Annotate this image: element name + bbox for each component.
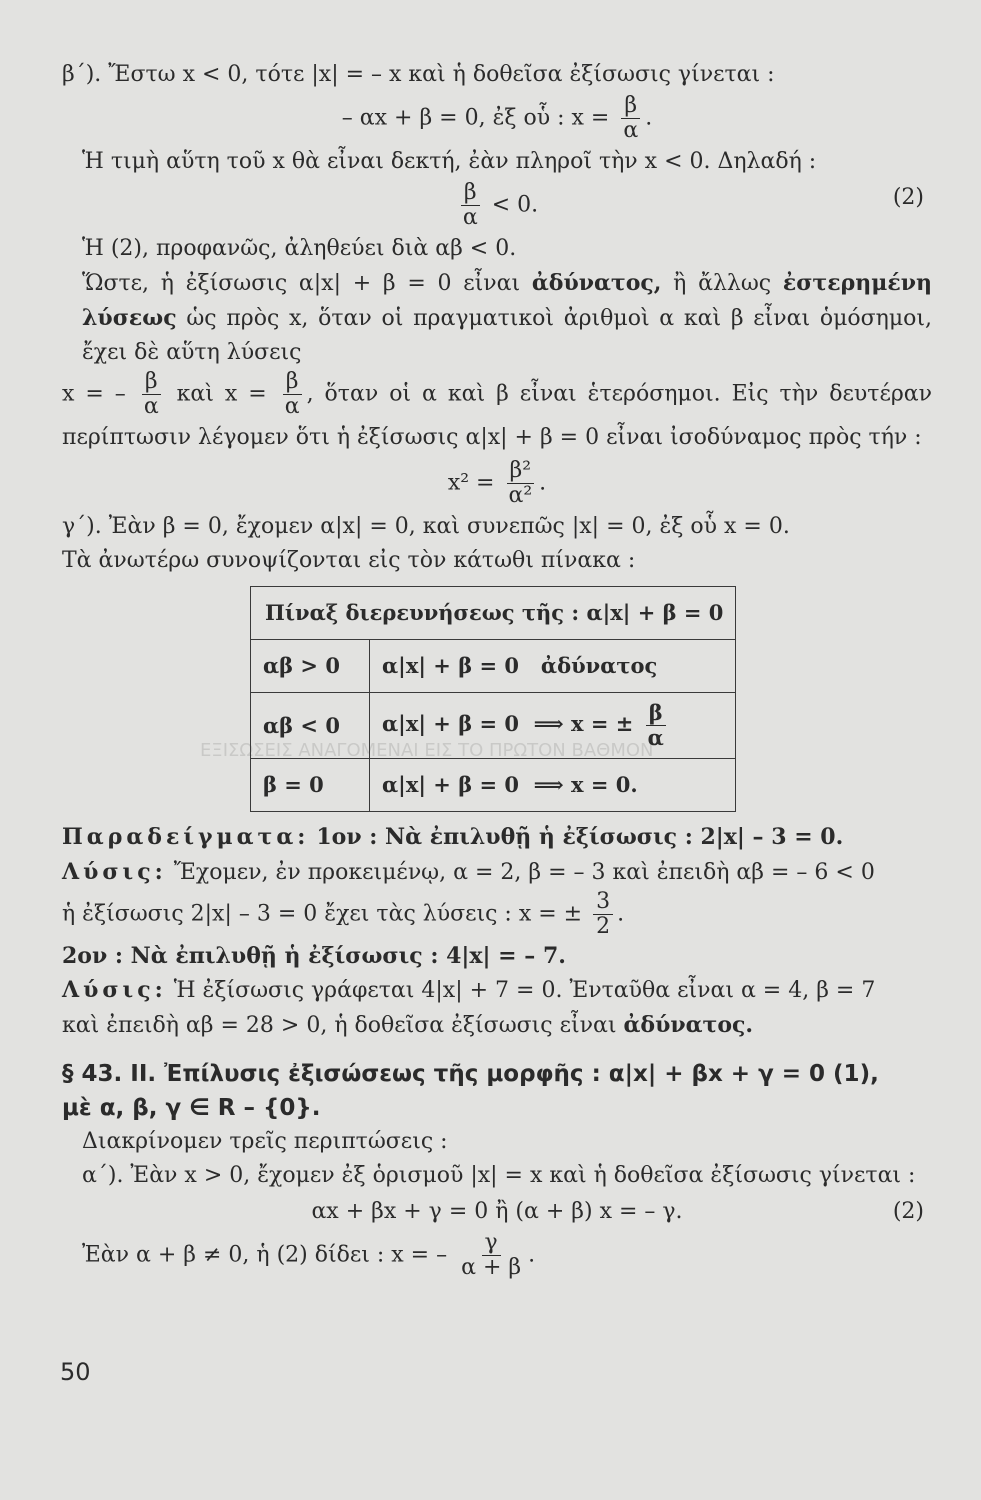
denominator: α	[143, 394, 159, 419]
example-2-solution	[62, 973, 932, 1008]
example-1-heading	[62, 820, 932, 855]
example-title: 1ον : Νὰ ἐπιλυθῇ ἡ ἐξίσωσις : 2|x| – 3 = 0.	[316, 824, 844, 850]
example-2-heading: 2ον : Νὰ ἐπιλυθῇ ἡ ἐξίσωσις : 4|x| = – 7.	[62, 943, 566, 969]
text: ἡ ἐξίσωσις 2|x| – 3 = 0 ἔχει τὰς λύσεις : x = ±	[62, 901, 583, 927]
section-heading-2: μὲ α, β, γ ∈ R – {0}.	[62, 1095, 321, 1121]
table-row	[251, 759, 736, 812]
condition-equation	[62, 181, 932, 230]
denominator: α	[647, 725, 664, 750]
table-row	[251, 640, 736, 693]
cases-text: Διακρίνομεν τρεῖς περιπτώσεις :	[82, 1129, 448, 1154]
table-cell-condition: β = 0	[251, 759, 370, 812]
example-1-result	[62, 890, 932, 939]
table-cell-result	[370, 759, 736, 812]
denominator: α	[462, 205, 478, 230]
equation-text: αx + βx + γ = 0 ἢ (α + β) x = – γ.	[311, 1199, 683, 1224]
show-through-text: ΕΞΙΣΩΣΕΙΣ ΑΝΑΓΟΜΕΝΑΙ ΕΙΣ ΤΟ ΠΡΩΤΟΝ ΒΑΘΜΟΝ	[200, 740, 654, 761]
numerator: β	[646, 701, 666, 726]
text: ἢ ἄλλως	[673, 271, 772, 296]
section-heading: § 43. ΙΙ. Ἐπίλυσις ἐξισώσεως τῆς μορφῆς : α|x| + βx + γ = 0 (1),	[62, 1061, 879, 1087]
fraction	[141, 370, 162, 419]
case-b-intro: β΄). Ἔστω x < 0, τότε |x| = – x καὶ ἡ δοθεῖσα ἐξίσωσις γίνεται :	[62, 62, 775, 87]
table-row	[251, 693, 736, 759]
solutions-paragraph	[62, 370, 932, 457]
table-cell-result	[370, 640, 736, 693]
table-cell-condition: αβ > 0	[251, 640, 370, 693]
numerator: γ	[482, 1231, 501, 1256]
numerator: β	[621, 94, 640, 119]
equation-number: (2)	[892, 1199, 924, 1224]
numerator: β	[461, 181, 480, 206]
table-header-row	[251, 587, 736, 640]
bold-text: ἐστερημένη λύσεως	[82, 270, 932, 331]
solution-label: Λύσις:	[62, 859, 167, 885]
text: .	[528, 1242, 536, 1268]
result-text: ἀδύνατος	[540, 653, 658, 678]
fraction	[458, 1231, 524, 1280]
acceptance-text: Ἡ τιμὴ αὕτη τοῦ x θὰ εἶναι δεκτή, ἐὰν πληροῖ τὴν x < 0. Δηλαδή :	[82, 149, 817, 174]
examples-label: Παραδείγματα:	[62, 824, 310, 850]
text: ὡς πρὸς x, ὅταν οἱ πραγματικοὶ ἀριθμοὶ α καὶ β εἶναι ὁμόσημοι, ἔχει δὲ αὕτη λύσεις	[82, 306, 932, 365]
conclusion-paragraph	[62, 266, 932, 370]
text: Ὥστε, ἡ ἐξίσωσις α|x| + β = 0 εἶναι	[82, 271, 521, 296]
denominator: α²	[508, 483, 533, 508]
result-text: ⟹ x = 0.	[533, 772, 638, 797]
table-title: Πίναξ διερευνήσεως τῆς : α|x| + β = 0	[251, 587, 736, 640]
fraction	[282, 370, 303, 419]
fraction	[645, 701, 667, 750]
text: x = –	[62, 381, 126, 407]
text: καὶ ἐπειδὴ αβ = 28 > 0, ἡ δοθεῖσα ἐξίσωσις εἶναι	[62, 1013, 617, 1038]
numerator: β²	[507, 459, 535, 484]
relation: < 0.	[491, 192, 539, 218]
example-2-result	[62, 1008, 932, 1043]
page-number: 50	[60, 1358, 91, 1386]
denominator: α	[623, 118, 639, 143]
case-a-text: α΄). Ἐὰν x > 0, ἔχομεν ἐξ ὁρισμοῦ |x| = x καὶ ἡ δοθεῖσα ἐξίσωσις γίνεται :	[82, 1163, 916, 1188]
page-content	[62, 58, 932, 1280]
text: καὶ x =	[176, 381, 267, 407]
numerator: β	[283, 370, 302, 395]
case-a-last	[62, 1231, 932, 1280]
text: , ὅταν οἱ α καὶ β εἶναι ἑτερόσημοι. Εἰς τὴν δευτέραν περίπτωσιν λέγομεν ὅτι ἡ ἐξίσωσις α|x| + β = 0 εἶναι ἰσοδύναμος πρὸς τήν :	[62, 381, 933, 450]
equation-text: α|x| + β = 0	[382, 772, 519, 797]
text: x² =	[447, 470, 495, 496]
fraction	[593, 890, 613, 939]
text: Ἐὰν α + β ≠ 0, ἡ (2) δίδει : x = –	[82, 1242, 448, 1268]
text: .	[617, 901, 625, 927]
summary-text: Τὰ ἀνωτέρω συνοψίζονται εἰς τὸν κάτωθι πίνακα :	[62, 548, 636, 573]
fraction	[460, 181, 481, 230]
text: Ἡ ἐξίσωσις γράφεται 4|x| + 7 = 0. Ἐνταῦθα εἶναι α = 4, β = 7	[173, 978, 876, 1003]
table-cell-condition: αβ < 0	[251, 693, 370, 759]
denominator: 2	[596, 914, 611, 939]
equation-number: (2)	[892, 185, 924, 210]
equation-text: – αx + β = 0, ἐξ οὗ : x =	[341, 105, 610, 131]
case-b-equation	[62, 94, 932, 143]
result-text: ⟹ x = ±	[533, 711, 634, 736]
case-a-equation	[62, 1195, 932, 1229]
equation-text: α|x| + β = 0	[382, 711, 519, 736]
text: Ἔχομεν, ἐν προκειμένῳ, α = 2, β = – 3 καὶ ἐπειδὴ αβ = – 6 < 0	[173, 860, 875, 885]
equivalent-equation	[62, 459, 932, 508]
text: .	[539, 470, 547, 496]
example-1-solution	[62, 855, 932, 890]
equation-end: .	[645, 105, 653, 131]
solution-label: Λύσις:	[62, 977, 167, 1003]
holds-text: Ἡ (2), προφανῶς, ἀληθεύει διὰ αβ < 0.	[82, 236, 517, 261]
bold-text: ἀδύνατος.	[623, 1012, 754, 1038]
numerator: β	[142, 370, 161, 395]
fraction	[505, 459, 535, 508]
bold-text: ἀδύνατος,	[531, 270, 662, 296]
table-cell-result	[370, 693, 736, 759]
equation-text: α|x| + β = 0	[382, 653, 519, 678]
numerator: 3	[593, 890, 613, 915]
denominator: α	[284, 394, 300, 419]
fraction	[620, 94, 641, 143]
case-c-text: γ΄). Ἐὰν β = 0, ἔχομεν α|x| = 0, καὶ συνεπῶς |x| = 0, ἐξ οὗ x = 0.	[62, 514, 790, 539]
denominator: α + β	[461, 1255, 522, 1280]
discussion-table	[250, 586, 736, 812]
